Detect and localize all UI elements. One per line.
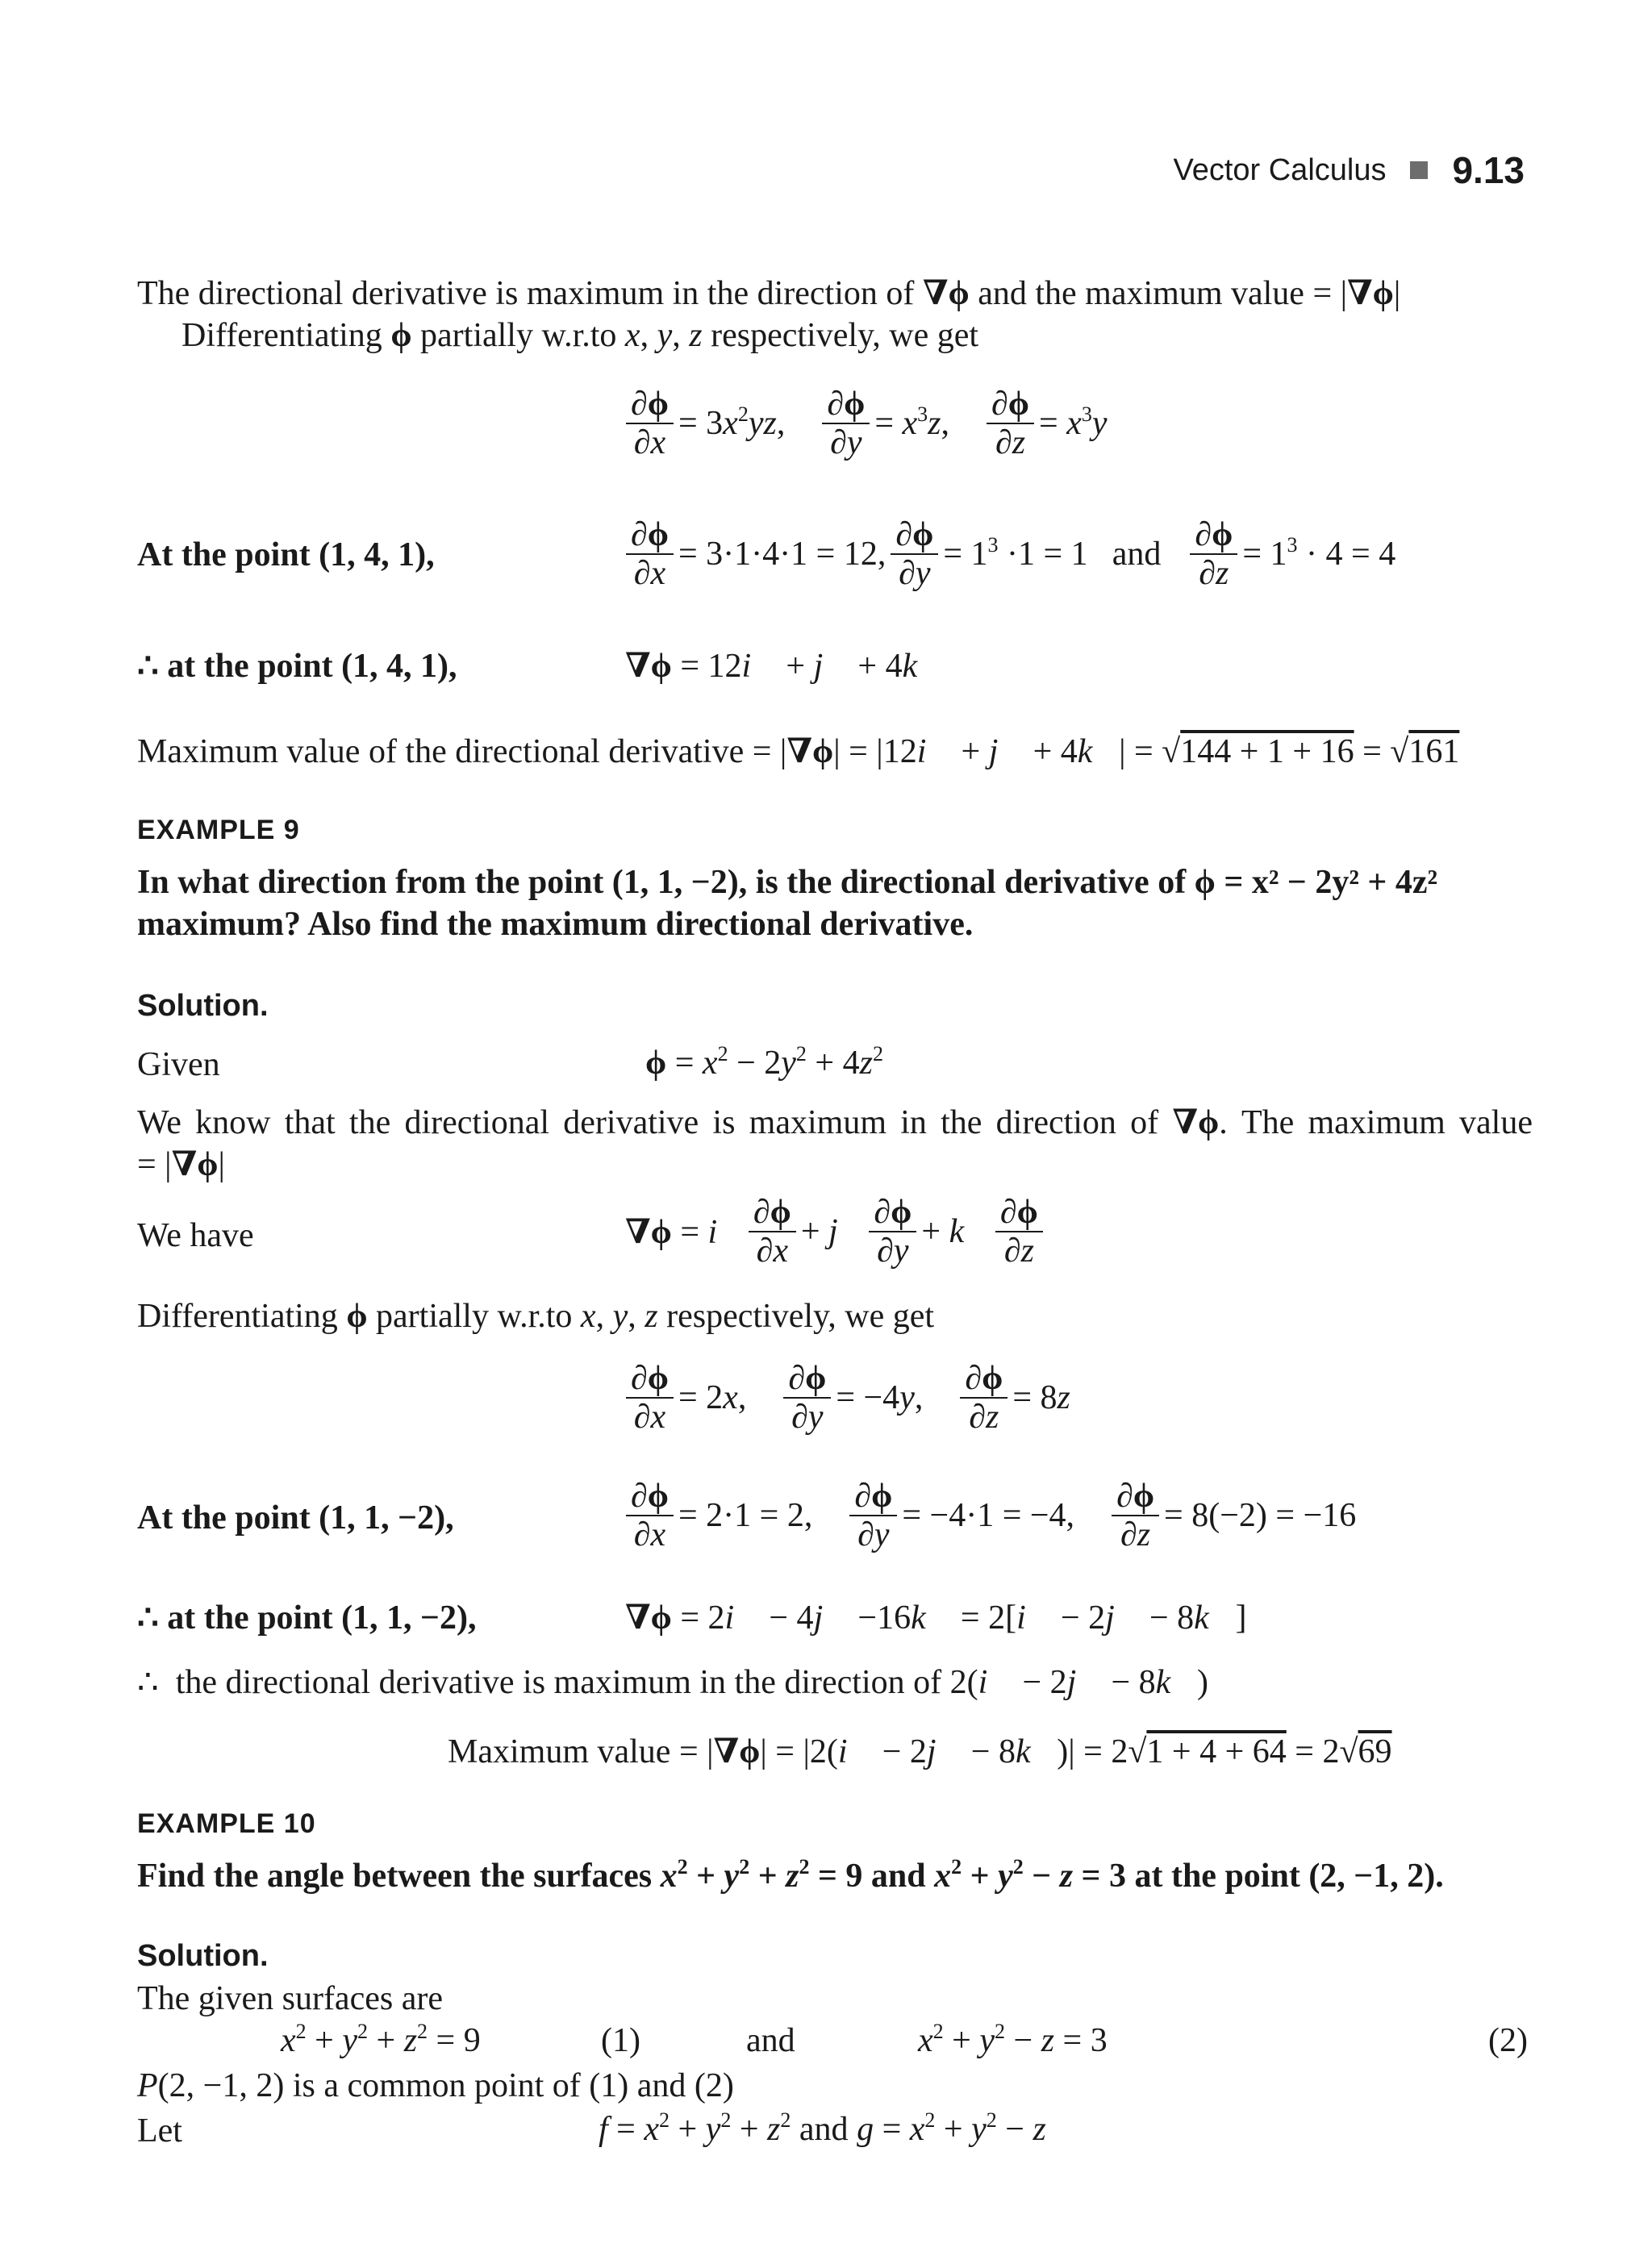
let-expression: $f = x^2 + y^2 + z^2$ and $g = x^2 + y^2 - z$ (599, 2108, 1046, 2148)
fraction: $\frac{\partial\phi}{\partial y}$ (849, 1478, 897, 1553)
intro-line-2: Differentiating ϕ partially w.r.to x, y, z respectively, we get (181, 317, 979, 354)
example-9-gradient: ∇ϕ = 2i⃗ − 4j⃗ −16k⃗ = 2[i⃗ − 2j⃗ − 8k⃗] (625, 1599, 1247, 1637)
intro-point-values: $\frac{\partial\phi}{\partial x}$ = 3·1·4·1 = 12, $\frac{\partial\phi}{\partial y}$ = $1^3 \cdot 1 = 1$ and $\frac{\partial\phi}{\partial z}$ = $1^3 \cdot 4 = 4$ (621, 516, 1395, 592)
example-9-partials: $\frac{\partial\phi}{\partial x}$ = 2x, $\frac{\partial\phi}{\partial y}$ = −4y, $\frac{\partial\phi}{\partial z}$ = 8z (621, 1360, 1070, 1436)
fraction: $\frac{\partial\phi}{\partial z}$ (1112, 1478, 1159, 1553)
fraction: $\frac{\partial\phi}{\partial y}$ (822, 386, 870, 461)
fraction: $\frac{\partial\phi}{\partial z}$ (987, 386, 1034, 461)
let-label: Let (137, 2112, 182, 2150)
surface-1: $x^2 + y^2 + z^2 = 9$ (281, 2020, 481, 2059)
example-9-heading: EXAMPLE 9 (137, 815, 300, 845)
intro-therefore-label: ∴ at the point (1, 4, 1), (137, 648, 457, 685)
surface-2: $x^2 + y^2 - z = 3$ (918, 2020, 1108, 2059)
fraction: $\frac{\partial\phi}{\partial y}$ (869, 1194, 916, 1270)
fraction: $\frac{\partial\phi}{\partial z}$ (1190, 516, 1237, 592)
example-10-question: Find the angle between the surfaces $x^2 + y^2 + z^2 = 9$ and $x^2 + y^2 - z = 3$ at the point (2, −1, 2). (137, 1855, 1444, 1895)
common-point-line: P(2, −1, 2) is a common point of (1) and (2) (137, 2067, 734, 2104)
given-label: Given (137, 1046, 220, 1083)
surfaces-intro: The given surfaces are (137, 1980, 443, 2017)
example-9-question-line-2: maximum? Also find the maximum directional derivative. (137, 906, 974, 943)
example-9-point-values: $\frac{\partial\phi}{\partial x}$ = 2·1 = 2, $\frac{\partial\phi}{\partial y}$ = −4·1 = −4, $\frac{\partial\phi}{\partial z}$ = 8(−2) = −16 (621, 1478, 1356, 1553)
surface-2-label: (2) (1488, 2022, 1528, 2059)
chapter-title: Vector Calculus (1173, 152, 1387, 187)
example-9-therefore-label: ∴ at the point (1, 1, −2), (137, 1599, 477, 1637)
fraction: $\frac{\partial\phi}{\partial x}$ (626, 1478, 674, 1553)
example-9-question-line-1: In what direction from the point (1, 1, −2), is the directional derivative of ϕ = x² − 2y² + 4z² (137, 864, 1438, 901)
we-know-line-2: = |∇ϕ| (137, 1146, 225, 1183)
example-10-solution-heading: Solution. (137, 1939, 269, 1973)
we-know-paragraph: We know that the directional derivative is maximum in the direction of ∇ϕ. The maximum value (137, 1104, 1533, 1141)
we-have-expression: ∇ϕ = i⃗ $\frac{\partial\phi}{\partial x}$ + j⃗ $\frac{\partial\phi}{\partial y}$ + k⃗ $\frac{\partial\phi}{\partial z}$ (625, 1194, 1048, 1270)
and-word: and (746, 2022, 795, 2059)
fraction: $\frac{\partial\phi}{\partial x}$ (626, 386, 674, 461)
page-number: 9.13 (1452, 149, 1525, 191)
example-9-max-value: Maximum value = |∇ϕ| = |2(i⃗ − 2j⃗ − 8k⃗)| = 2√1 + 4 + 64 = 2√69 (448, 1733, 1392, 1770)
intro-gradient: ∇ϕ = 12i⃗ + j⃗ + 4k⃗ (625, 648, 944, 685)
surface-1-label: (1) (601, 2022, 640, 2059)
we-have-label: We have (137, 1217, 254, 1254)
given-expression: $\phi = x^2 - 2y^2 + 4z^2$ (645, 1042, 883, 1082)
example-10-heading: EXAMPLE 10 (137, 1808, 316, 1839)
fraction: $\frac{\partial\phi}{\partial z}$ (995, 1194, 1043, 1270)
intro-partials: $\frac{\partial\phi}{\partial x}$ = $3x^2yz$, $\frac{\partial\phi}{\partial y}$ = $x^3z$, $\frac{\partial\phi}{\partial z}$ = $x^3y$ (621, 386, 1108, 461)
fraction: $\frac{\partial\phi}{\partial z}$ (960, 1360, 1007, 1436)
fraction: $\frac{\partial\phi}{\partial x}$ (626, 516, 674, 592)
example-9-solution-heading: Solution. (137, 989, 269, 1023)
intro-max-value: Maximum value of the directional derivative = |∇ϕ| = |12i⃗ + j⃗ + 4k⃗| = √144 + 1 + 16 = √161 (137, 733, 1460, 770)
fraction: $\frac{\partial\phi}{\partial x}$ (749, 1194, 796, 1270)
running-header (1173, 148, 1525, 192)
differentiating-line: Differentiating ϕ partially w.r.to x, y, z respectively, we get (137, 1298, 935, 1335)
intro-line-1: The directional derivative is maximum in the direction of ∇ϕ and the maximum value = |∇ϕ| (137, 275, 1401, 312)
header-square-icon (1410, 161, 1428, 179)
fraction: $\frac{\partial\phi}{\partial y}$ (891, 516, 938, 592)
example-9-point-label: At the point (1, 1, −2), (137, 1499, 454, 1537)
example-9-direction-line: ∴ the directional derivative is maximum in the direction of 2(i⃗ − 2j⃗ − 8k⃗) (137, 1664, 1208, 1701)
intro-point-label: At the point (1, 4, 1), (137, 536, 435, 573)
fraction: $\frac{\partial\phi}{\partial y}$ (783, 1360, 831, 1436)
fraction: $\frac{\partial\phi}{\partial x}$ (626, 1360, 674, 1436)
